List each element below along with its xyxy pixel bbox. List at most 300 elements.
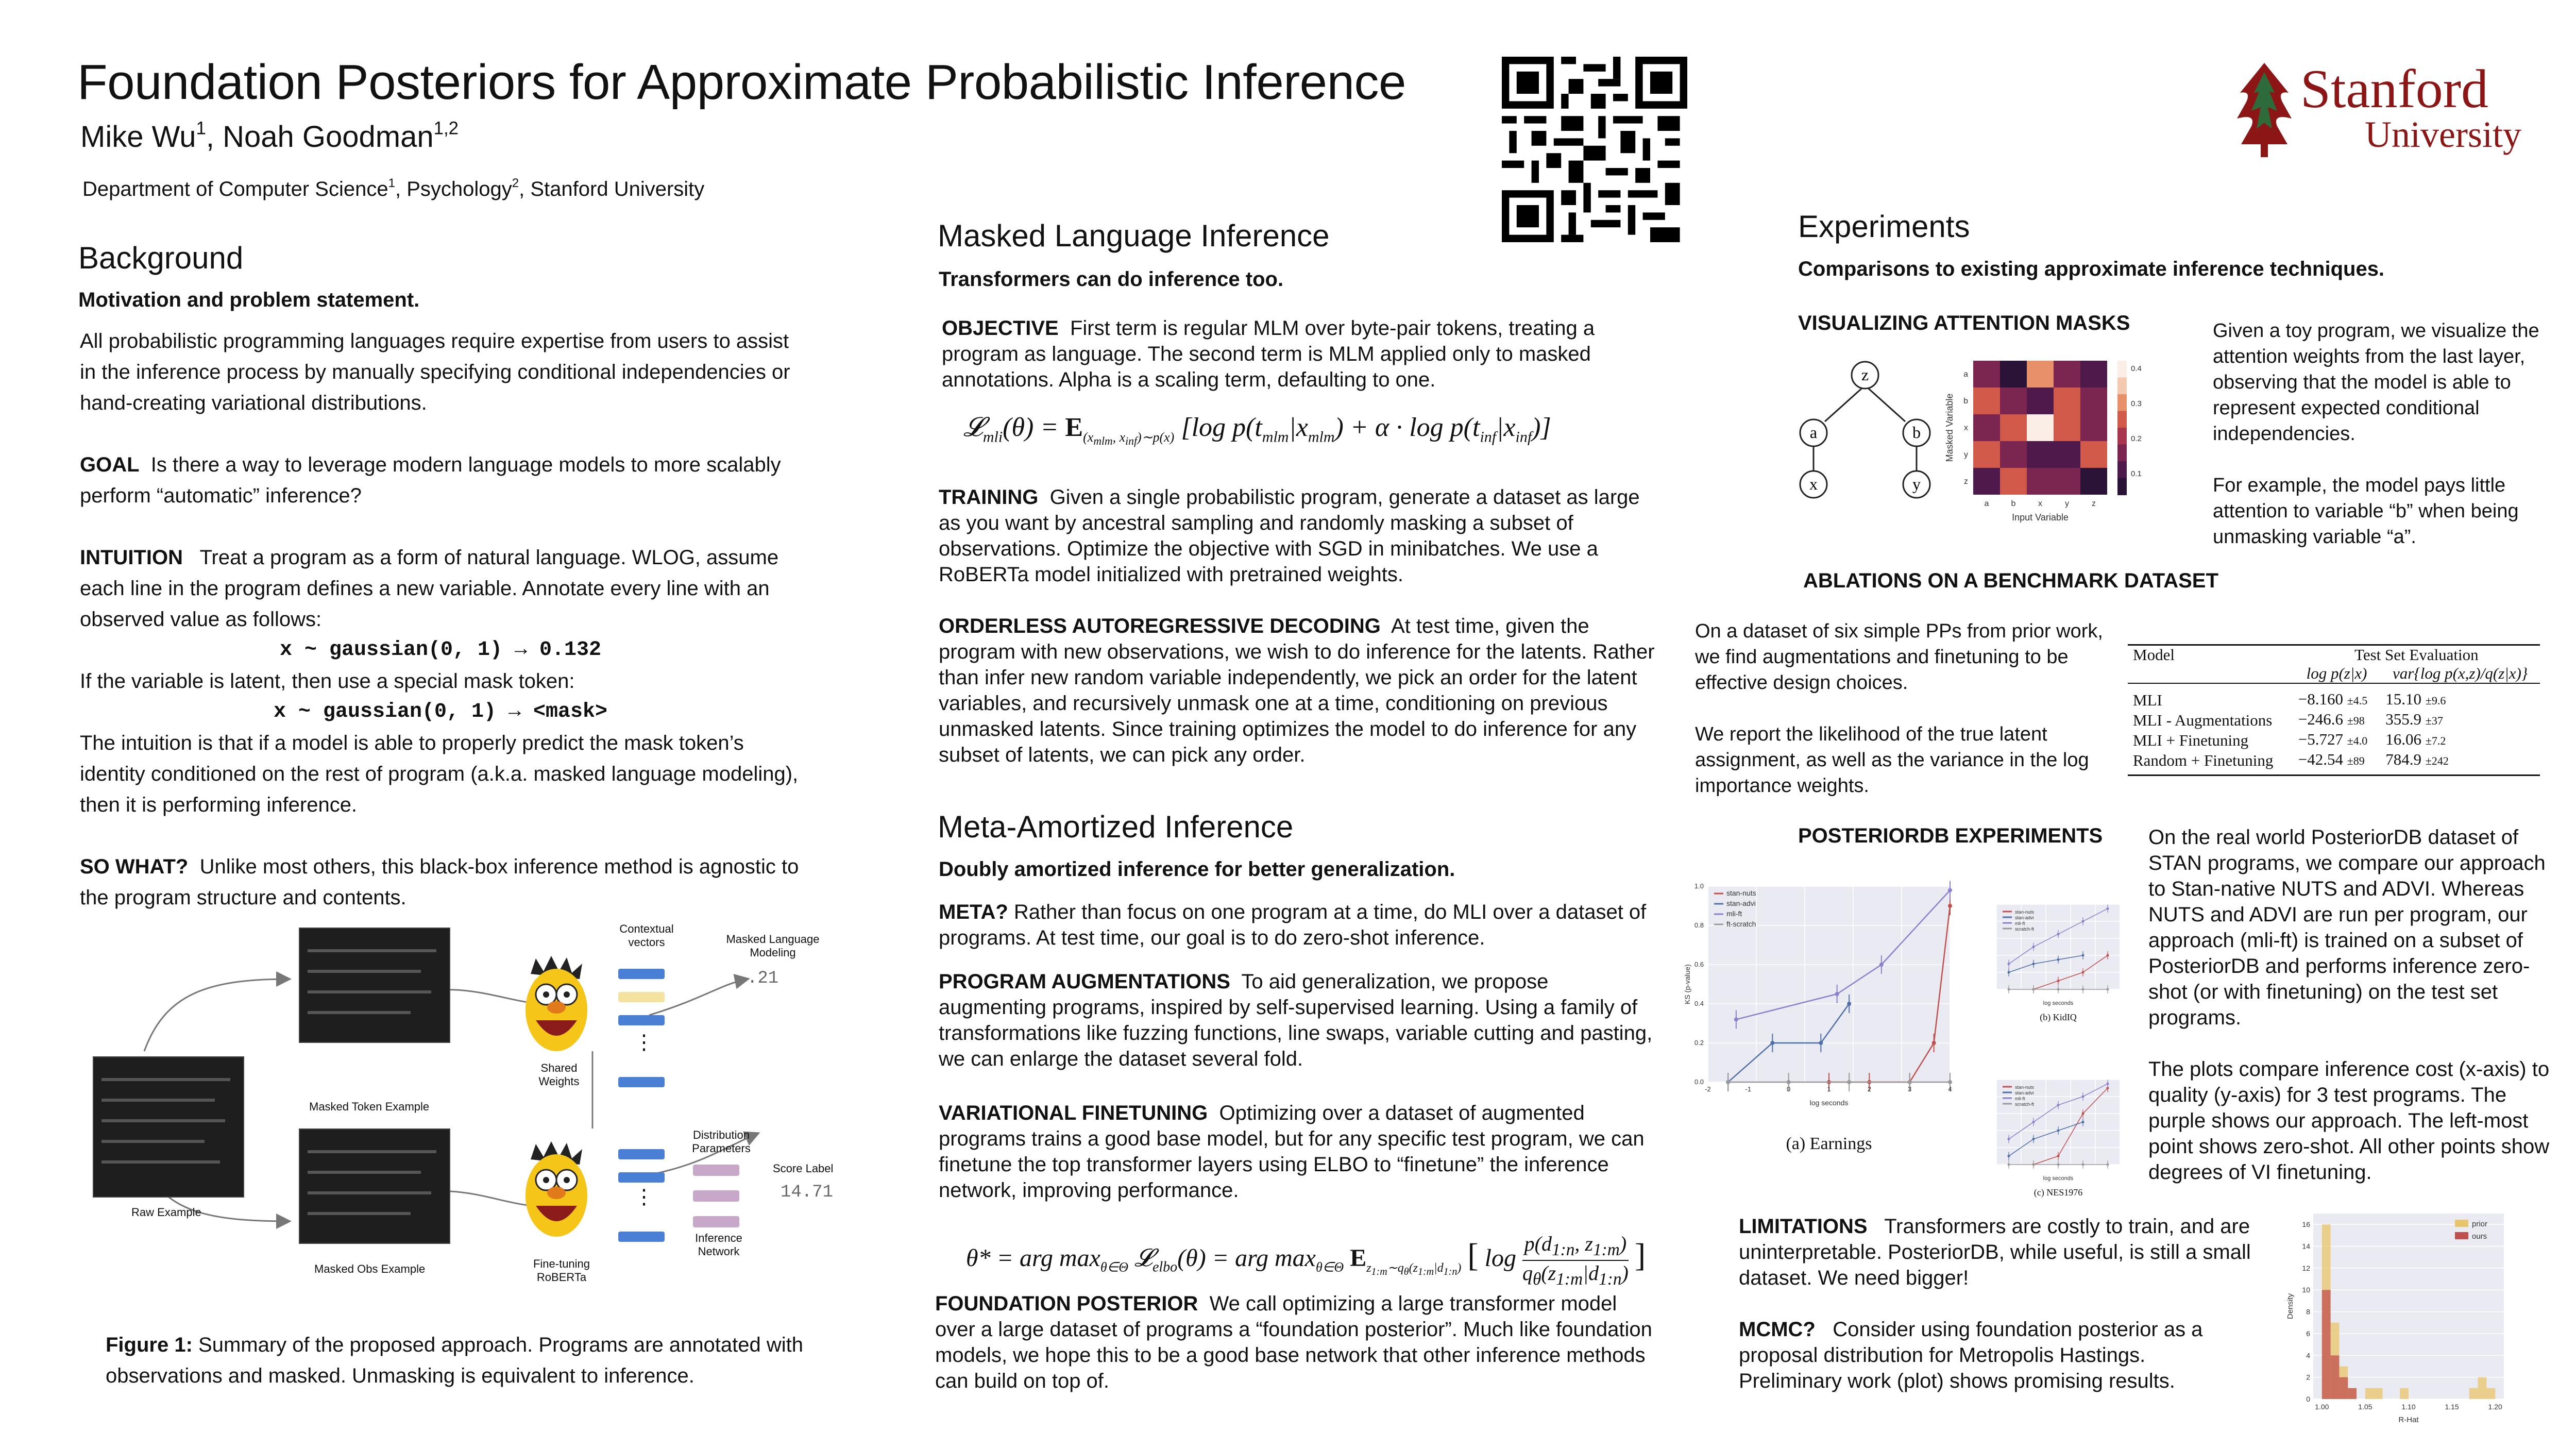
chart-title: (a) Earnings <box>1786 1134 1872 1153</box>
data-point-scratch-ft <box>2032 988 2035 991</box>
table-header-logp: log p(z|x) <box>2306 664 2367 682</box>
data-point-mli-ft <box>2032 946 2035 948</box>
chart-xlabel: log seconds <box>1809 1099 1849 1107</box>
y-tick: 16 <box>2302 1220 2310 1229</box>
legend-label: ours <box>2472 1232 2487 1241</box>
code-masked: x ~ gaussian(0, 1) → <mask> <box>273 700 608 723</box>
foundation-paragraph <box>935 1291 1656 1394</box>
heatmap-x-tick: y <box>2065 499 2069 508</box>
intuition-paragraph <box>80 542 801 635</box>
chart-ylabel: KS (p-value) <box>1683 964 1691 1004</box>
bert-finetune-icon <box>515 1139 598 1242</box>
table-cell-var: 16.06 <box>2385 730 2422 748</box>
data-point-ft-scratch <box>1948 1080 1952 1084</box>
posteriordb-text <box>2148 824 2555 1185</box>
experiments-heading: Experiments <box>1798 209 1970 244</box>
heatmap-cell <box>1973 468 2000 495</box>
histogram-bar-prior <box>2374 1388 2383 1399</box>
chart-xlabel: log seconds <box>2043 1175 2074 1182</box>
histogram-bar-prior <box>2469 1388 2478 1399</box>
meta-paragraph <box>939 899 1660 951</box>
data-point-scratch-ft <box>2082 1164 2084 1166</box>
table-cell-logp: −8.160 <box>2298 690 2343 708</box>
mlm-value: .21 <box>747 969 779 988</box>
data-point-mli-ft <box>2082 920 2084 923</box>
attention-title: VISUALIZING ATTENTION MASKS <box>1798 312 2130 334</box>
posteriordb-text-1: On the real world PosteriorDB dataset of STAN programs, we compare our approach to Stan-native NUTS and ADVI. Whereas NUTS and ADVI are run per program, our approach (mli-ft) is trained on a subset of PosteriorDB and performs inference zero-shot (or with finetuning) on the test set programs. <box>2148 826 2546 1029</box>
raw-example-label: Raw Example <box>131 1206 201 1219</box>
bert-icon <box>515 953 598 1056</box>
heatmap-cell <box>2054 361 2080 387</box>
legend-swatch <box>2455 1232 2468 1239</box>
table-row <box>2128 710 2540 730</box>
data-point-scratch-ft <box>2008 988 2010 991</box>
ablations-text-1: On a dataset of six simple PPs from prior work, we find augmentations and finetuning to be effective design choices. <box>1695 620 2103 694</box>
dist-param-vector <box>693 1165 739 1176</box>
heatmap-cell <box>2054 414 2080 441</box>
data-point-scratch-ft <box>2057 1164 2060 1166</box>
table-cell-logp-pm: ±98 <box>2347 714 2365 727</box>
y-tick: 0.8 <box>1694 921 1704 929</box>
y-tick: 2 <box>2306 1373 2310 1381</box>
augmentations-label: PROGRAM AUGMENTATIONS <box>939 970 1230 993</box>
meta-heading: Meta-Amortized Inference <box>938 810 1294 844</box>
figure-1-caption-text: Summary of the proposed approach. Programs are annotated with observations and masked. Unmasking is equivalent to inference. <box>106 1334 804 1387</box>
sowhat-paragraph <box>80 851 801 913</box>
legend-label: stan-advi <box>1726 899 1756 907</box>
heatmap-cell <box>1973 414 2000 441</box>
legend-label: stan-nuts <box>2015 909 2035 915</box>
heatmap-x-tick: a <box>1984 499 1989 508</box>
figure-1-caption <box>106 1329 853 1391</box>
finetuning-label: VARIATIONAL FINETUNING <box>939 1102 1208 1124</box>
university-wordmark: University <box>2365 114 2521 155</box>
masked-token-code <box>299 928 450 1043</box>
dist-param-vector <box>693 1216 739 1227</box>
heatmap-y-tick: y <box>1964 450 1968 459</box>
authors: Mike Wu$^1$, Noah Goodman$^{1,2}$ <box>80 118 459 154</box>
data-point-stan-advi <box>2057 958 2060 961</box>
histogram-bar-ours <box>2331 1355 2340 1399</box>
table-cell-var: 15.10 <box>2385 690 2422 708</box>
data-point-mli-ft <box>1835 992 1839 996</box>
orderless-label: ORDERLESS AUTOREGRESSIVE DECODING <box>939 615 1381 637</box>
meta-text: Rather than focus on one program at a time, do MLI over a dataset of programs. At test time, our goal is to do zero-shot inference. <box>939 901 1647 949</box>
table-cell-var: 784.9 <box>2385 750 2422 768</box>
x-tick: 3 <box>1908 1085 1912 1093</box>
data-point-stan-nuts <box>1948 904 1952 908</box>
heatmap-x-tick: x <box>2038 499 2042 508</box>
legend-label: scratch-ft <box>2015 1102 2035 1107</box>
legend-label: stan-nuts <box>1726 889 1756 897</box>
affil-psych: Psychology <box>406 178 512 200</box>
orderless-text: At test time, given the program with new observations, we wish to do inference for the latents. Rather than infer new random variable independently, we pick an order for the latent variables, and recursively unmask one at a time, conditioning on previous unmasked latents. Since training optimizes the model to do inference for any subset of latents, we can pick any order. <box>939 615 1655 766</box>
heatmap-cell <box>2000 441 2027 468</box>
score-label: Score Label <box>773 1162 834 1175</box>
x-tick: 1.10 <box>2401 1403 2416 1411</box>
training-text: Given a single probabilistic program, generate a dataset as large as you want by ancestral sampling and randomly masking a subset of observations. Optimize the objective with SGD in minibatches. We use a RoBERTa model initialized with pretrained weights. <box>939 486 1640 586</box>
y-tick: 8 <box>2306 1307 2310 1316</box>
data-point-ft-scratch <box>1787 1080 1791 1084</box>
table-cell-logp: −5.727 <box>2298 730 2343 748</box>
x-tick: 4 <box>1948 1085 1952 1093</box>
data-point-ft-scratch <box>1847 1080 1851 1084</box>
table-row <box>2128 690 2540 710</box>
limitations-label: LIMITATIONS <box>1739 1215 1868 1238</box>
data-point-scratch-ft <box>2032 1164 2035 1166</box>
colorbar-segment <box>2117 378 2127 395</box>
sowhat-text: Unlike most others, this black-box inference method is agnostic to the program structure and contents. <box>80 855 799 909</box>
heatmap-xlabel: Input Variable <box>2012 512 2069 523</box>
affil-stanford: Stanford University <box>530 178 705 200</box>
ablations-text-2: We report the likelihood of the true latent assignment, as well as the variance in the log importance weights. <box>1695 723 2089 797</box>
stanford-wordmark: Stanford <box>2300 59 2489 119</box>
background-body <box>80 326 801 913</box>
legend-label: mli-ft <box>2015 1096 2025 1101</box>
intuition-conclusion: The intuition is that if a model is able to properly predict the mask token’s identity conditioned on the rest of program (a.k.a. masked language modeling), then it is performing inference. <box>80 732 799 816</box>
heatmap-cell <box>2054 387 2080 414</box>
colorbar-segment <box>2117 394 2127 412</box>
objective-label: OBJECTIVE <box>942 317 1059 340</box>
heatmap-cell <box>1973 361 2000 387</box>
mli-equation: 𝓛$_{mli}$(θ) = $E_{(x_{mlm}, x_{inf})\sim p(x)}$ [log $p(t_{mlm}|x_{mlm}) + \alpha \cdot \log p(t_{inf}|x_{inf})$] <box>963 413 1551 448</box>
data-point-stan-advi <box>2008 971 2010 974</box>
colorbar-tick: 0.4 <box>2131 364 2142 373</box>
data-point-mli-ft <box>2107 1083 2109 1085</box>
table-cell-var-pm: ±242 <box>2425 754 2449 767</box>
graph-label-b: b <box>1912 423 1921 442</box>
heatmap-cell <box>1973 441 2000 468</box>
shared-weights-label: Shared Weights <box>538 1062 580 1088</box>
data-point-scratch-ft <box>2082 988 2084 991</box>
data-point-scratch-ft <box>2057 988 2060 991</box>
augmentations-text: To aid generalization, we propose augmenting programs, inspired by self-supervised learning. Using a family of transformations like fuzzing functions, line swaps, variable cutting and pasting, we can enlarge the dataset several fold. <box>939 970 1653 1070</box>
legend-swatch <box>2455 1220 2468 1227</box>
intuition-label: INTUITION <box>80 546 183 569</box>
heatmap-cell <box>1973 387 2000 414</box>
background-subheading: Motivation and problem statement. <box>78 289 420 311</box>
data-point-scratch-ft <box>2107 1164 2109 1166</box>
goal-label: GOAL <box>80 453 140 476</box>
colorbar-tick: 0.1 <box>2131 469 2142 478</box>
x-tick: 1 <box>1827 1085 1831 1093</box>
finetuning-text: Optimizing over a dataset of augmented programs trains a good base model, but for any specific test program, we can finetune the top transformer layers using ELBO to “finetune” the inference network, improving performance. <box>939 1102 1645 1202</box>
data-point-stan-nuts <box>2057 980 2060 982</box>
posteriordb-title: POSTERIORDB EXPERIMENTS <box>1798 824 2103 847</box>
histogram-bar-ours <box>2348 1388 2357 1399</box>
x-tick: 1.05 <box>2358 1403 2372 1411</box>
data-point-mli-ft <box>2032 1121 2035 1123</box>
figure-1 <box>82 922 886 1293</box>
finetune-label: Fine-tuning RoBERTa <box>533 1257 590 1284</box>
rhat-histogram <box>2282 1206 2514 1433</box>
masked-obs-code <box>299 1128 450 1244</box>
data-point-stan-advi <box>2032 963 2035 965</box>
heatmap-cell <box>2027 414 2054 441</box>
histogram-bar-prior <box>2478 1377 2487 1399</box>
table-header-var: var{log p(x,z)/q(z|x)} <box>2392 664 2528 682</box>
augmentations-paragraph <box>939 969 1660 1072</box>
heatmap-cell <box>2000 361 2027 387</box>
table-cell-model: MLI + Finetuning <box>2133 731 2249 749</box>
limitations-text: Transformers are costly to train, and are uninterpretable. PosteriorDB, while useful, is still a small dataset. We need bigger! <box>1739 1215 2251 1289</box>
attention-text-1: Given a toy program, we visualize the attention weights from the last layer, observing that the model is able to represent expected conditional independencies. <box>2213 320 2539 445</box>
legend-label: stan-advi <box>2015 1090 2034 1096</box>
x-tick: -2 <box>1705 1085 1711 1093</box>
y-tick: 0 <box>2306 1395 2310 1403</box>
heatmap-x-tick: z <box>2092 499 2096 508</box>
y-tick: 0.0 <box>1694 1078 1704 1086</box>
data-point-mli-ft <box>2057 1104 2060 1106</box>
data-point-stan-advi <box>1847 1002 1851 1006</box>
data-point-stan-nuts <box>2082 1113 2084 1115</box>
colorbar-tick: 0.2 <box>2131 434 2142 443</box>
stanford-tree-icon <box>2236 62 2293 160</box>
data-point-stan-nuts <box>2082 971 2084 974</box>
heatmap-cell <box>2000 387 2027 414</box>
table-cell-model: Random + Finetuning <box>2133 751 2274 769</box>
graphical-model-diagram <box>1793 361 1937 510</box>
y-tick: 14 <box>2302 1242 2310 1251</box>
context-vector <box>618 1015 665 1025</box>
y-tick: 0.2 <box>1694 1039 1704 1047</box>
masked-token-label: Masked Token Example <box>309 1100 430 1113</box>
histogram-bar-prior <box>2400 1388 2409 1399</box>
table-header-model: Model <box>2133 646 2175 664</box>
table-cell-var: 355.9 <box>2385 710 2422 728</box>
table-cell-model: MLI <box>2133 690 2162 709</box>
data-point-mli-ft <box>1734 1017 1738 1021</box>
colorbar-segment <box>2117 411 2127 429</box>
attention-text <box>2213 318 2548 550</box>
heatmap-y-tick: a <box>1963 370 1968 379</box>
affil-cs: Department of Computer Science <box>82 178 388 200</box>
heatmap-cell <box>2080 387 2107 414</box>
context-vector-masked <box>618 992 665 1002</box>
figure-1-caption-label: Figure 1: <box>106 1334 193 1356</box>
data-point-mli-ft <box>2082 1096 2084 1098</box>
mlm-label: Masked Language Modeling <box>726 933 820 959</box>
table-cell-var-pm: ±9.6 <box>2425 694 2446 707</box>
x-tick: 1.20 <box>2488 1403 2502 1411</box>
data-point-stan-advi <box>2032 1138 2035 1140</box>
graph-label-x: x <box>1809 475 1818 493</box>
graph-label-a: a <box>1809 423 1818 442</box>
data-point-stan-advi <box>2008 1155 2010 1157</box>
earnings-chart <box>1674 876 1963 1165</box>
heatmap-cell <box>2000 414 2027 441</box>
table-cell-logp-pm: ±4.0 <box>2347 734 2368 747</box>
table-cell-logp-pm: ±89 <box>2347 754 2365 767</box>
contextual-vectors-label: Contextual vectors <box>619 922 674 949</box>
mcmc-text: Consider using foundation posterior as a proposal distribution for Metropolis Hastings. Preliminary work (plot) shows promising results. <box>1739 1318 2203 1392</box>
score-value: 14.71 <box>781 1183 834 1202</box>
qr-code[interactable] <box>1502 57 1687 242</box>
meta-subheading: Doubly amortized inference for better generalization. <box>939 858 1455 881</box>
data-point-stan-advi <box>2057 1130 2060 1132</box>
heatmap-cell <box>2027 468 2054 495</box>
heatmap-y-tick: b <box>1963 397 1968 406</box>
ablation-table <box>2128 644 2540 776</box>
colorbar-tick: 0.3 <box>2131 399 2142 408</box>
training-label: TRAINING <box>939 486 1039 509</box>
heatmap-cell <box>2027 361 2054 387</box>
x-tick: -1 <box>1745 1085 1752 1093</box>
finetuning-paragraph <box>939 1100 1660 1203</box>
data-point-stan-nuts <box>2107 954 2109 957</box>
mli-subheading: Transformers can do inference too. <box>939 268 1284 291</box>
data-point-mli-ft <box>2107 907 2109 910</box>
histogram-bar-ours <box>2322 1290 2331 1399</box>
heatmap-ylabel: Masked Variable <box>1944 393 1955 462</box>
data-point-stan-advi <box>2082 1121 2084 1123</box>
kidiq-chart <box>1973 902 2128 1025</box>
author-1: Mike Wu <box>80 120 196 154</box>
objective-paragraph <box>942 315 1658 393</box>
legend-label: mli-ft <box>2015 921 2025 926</box>
masked-obs-label: Masked Obs Example <box>314 1262 426 1275</box>
heatmap-cell <box>2080 361 2107 387</box>
y-tick: 12 <box>2302 1263 2310 1272</box>
affil-psych-sup: 2 <box>512 176 519 191</box>
table-cell-logp: −42.54 <box>2298 750 2343 768</box>
mcmc-label: MCMC? <box>1739 1318 1816 1341</box>
data-point-mli-ft <box>2008 963 2010 965</box>
heatmap-cell <box>2027 441 2054 468</box>
x-tick: 1.15 <box>2445 1403 2459 1411</box>
mli-heading: Masked Language Inference <box>938 218 1330 253</box>
limitations-paragraph <box>1739 1214 2254 1291</box>
heatmap-cell <box>2054 468 2080 495</box>
plot-area <box>1708 886 1950 1082</box>
intuition-text: Treat a program as a form of natural language. WLOG, assume each line in the program defines a new variable. Annotate every line with an observed value as follows: <box>80 546 779 631</box>
mcmc-paragraph <box>1739 1317 2254 1394</box>
chart-xlabel: R-Hat <box>2398 1416 2419 1424</box>
chart-ylabel: Density <box>2286 1293 2295 1320</box>
foundation-text: We call optimizing a large transformer model over a large dataset of programs a “foundation posterior”. Much like foundation models, we hope this to be a good base network that other inference methods can build on top of. <box>935 1292 1652 1392</box>
background-intro: All probabilistic programming languages require expertise from users to assist in the inference process by manually specifying conditional independencies or hand-creating variational distributions. <box>80 330 790 414</box>
ablations-text <box>1695 618 2117 799</box>
data-point-mli-ft <box>1879 963 1884 967</box>
table-cell-var-pm: ±37 <box>2425 714 2443 727</box>
orderless-paragraph <box>939 613 1660 768</box>
histogram-bar-prior <box>2365 1388 2374 1399</box>
heatmap-x-tick: b <box>2011 499 2016 508</box>
ellipsis: ⋮ <box>634 1031 654 1054</box>
sowhat-label: SO WHAT? <box>80 855 189 878</box>
experiments-subheading: Comparisons to existing approximate inference techniques. <box>1798 258 2385 280</box>
raw-example-code <box>93 1056 244 1198</box>
table-cell-logp: −246.6 <box>2298 710 2343 728</box>
data-point-stan-nuts <box>2057 1155 2060 1157</box>
y-tick: 0.4 <box>1694 1000 1704 1007</box>
heatmap-cell <box>2000 468 2027 495</box>
x-tick: 0 <box>1787 1085 1791 1093</box>
data-point-stan-advi <box>2082 954 2084 957</box>
author-2: Noah Goodman <box>223 120 434 154</box>
background-heading: Background <box>78 241 244 275</box>
code-observed: x ~ gaussian(0, 1) → 0.132 <box>279 638 602 662</box>
colorbar-segment <box>2117 445 2127 462</box>
heatmap-cell <box>2027 387 2054 414</box>
table-row <box>2128 750 2540 770</box>
legend-label: ft-scratch <box>1726 920 1756 928</box>
author-2-affil: 1,2 <box>433 118 459 139</box>
context-vector <box>618 969 665 979</box>
data-point-mli-ft <box>2057 933 2060 935</box>
histogram-bar-ours <box>2339 1377 2348 1399</box>
dist-params-label: Distribution Parameters <box>692 1128 751 1155</box>
legend-label: prior <box>2472 1220 2488 1228</box>
context-vector <box>618 1149 665 1159</box>
heatmap-cell <box>2054 441 2080 468</box>
heatmap-cell <box>2080 468 2107 495</box>
table-header-eval: Test Set Evaluation <box>2354 646 2479 664</box>
data-point-stan-advi <box>1819 1041 1823 1045</box>
histogram-bar-prior <box>2486 1388 2495 1399</box>
elbo-equation: θ* = arg $\max_{\theta\in\Theta}$ 𝓛$_{elbo}$(θ) = arg $\max_{\theta\in\Theta} E_{z_{1:m}\sim q_\theta(z_{1:m}|d_{1:n})}$ [ log $\frac{p(d_{1:n}, z_{1:m})}{q_\theta(z_{1:m}|d_{1:n})}$ ] <box>966 1232 1646 1289</box>
colorbar-segment <box>2117 361 2127 378</box>
posteriordb-text-2: The plots compare inference cost (x-axis) to quality (y-axis) for 3 test programs. The purple shows our approach. The left-most point shows zero-shot. All other points show degrees of VI finetuning. <box>2148 1058 2550 1184</box>
y-tick: 10 <box>2302 1286 2310 1294</box>
colorbar-segment <box>2117 461 2127 479</box>
chart-xlabel: log seconds <box>2043 1000 2074 1006</box>
nes1976-chart <box>1973 1077 2128 1201</box>
data-point-mli-ft <box>2008 1138 2010 1140</box>
attention-heatmap <box>1937 350 2164 526</box>
meta-label: META? <box>939 901 1008 923</box>
poster-title: Foundation Posteriors for Approximate Probabilistic Inference <box>77 55 1406 110</box>
goal-text: Is there a way to leverage modern language models to more scalably perform “automatic” inference? <box>80 453 781 507</box>
data-point-ft-scratch <box>1726 1080 1730 1084</box>
stanford-logo <box>2236 59 2535 165</box>
y-tick: 4 <box>2306 1351 2310 1360</box>
legend-label: stan-nuts <box>2015 1085 2035 1090</box>
graph-label-y: y <box>1912 475 1921 493</box>
affil-cs-sup: 1 <box>388 176 395 191</box>
dist-param-vector <box>693 1190 739 1202</box>
table-row <box>2128 730 2540 750</box>
colorbar-segment <box>2117 428 2127 445</box>
heatmap-y-tick: z <box>1964 477 1968 486</box>
context-vector <box>618 1077 665 1087</box>
context-vector <box>618 1232 665 1242</box>
table-cell-logp-pm: ±4.5 <box>2347 694 2368 707</box>
inference-network-label: Inference Network <box>695 1232 742 1258</box>
attention-text-2: For example, the model pays little attention to variable “b” when being unmasking variable “a”. <box>2213 475 2519 548</box>
data-point-ft-scratch <box>1908 1080 1912 1084</box>
data-point-stan-nuts <box>1932 1041 1936 1045</box>
training-paragraph <box>939 484 1660 587</box>
table-cell-var-pm: ±7.2 <box>2425 734 2446 747</box>
y-tick: 0.6 <box>1694 961 1704 968</box>
latent-text: If the variable is latent, then use a special mask token: <box>80 670 575 693</box>
ellipsis: ⋮ <box>634 1186 654 1208</box>
colorbar-segment <box>2117 478 2127 496</box>
y-tick: 1.0 <box>1694 882 1704 890</box>
chart-title: (c) NES1976 <box>2033 1187 2083 1198</box>
chart-title: (b) KidIQ <box>2040 1012 2077 1022</box>
foundation-label: FOUNDATION POSTERIOR <box>935 1292 1198 1315</box>
author-1-affil: 1 <box>196 118 206 139</box>
affiliations: Department of Computer Science$^1$, Psychology$^2$, Stanford University <box>82 176 705 200</box>
legend-label: mli-ft <box>1726 909 1742 918</box>
objective-text: First term is regular MLM over byte-pair tokens, treating a program as language. The second term is MLM applied only to masked annotations. Alpha is a scaling term, defaulting to one. <box>942 317 1595 391</box>
context-vector <box>618 1172 665 1183</box>
table-cell-model: MLI - Augmentations <box>2133 711 2273 729</box>
ablations-title: ABLATIONS ON A BENCHMARK DATASET <box>1803 569 2218 592</box>
graph-label-z: z <box>1861 365 1869 384</box>
